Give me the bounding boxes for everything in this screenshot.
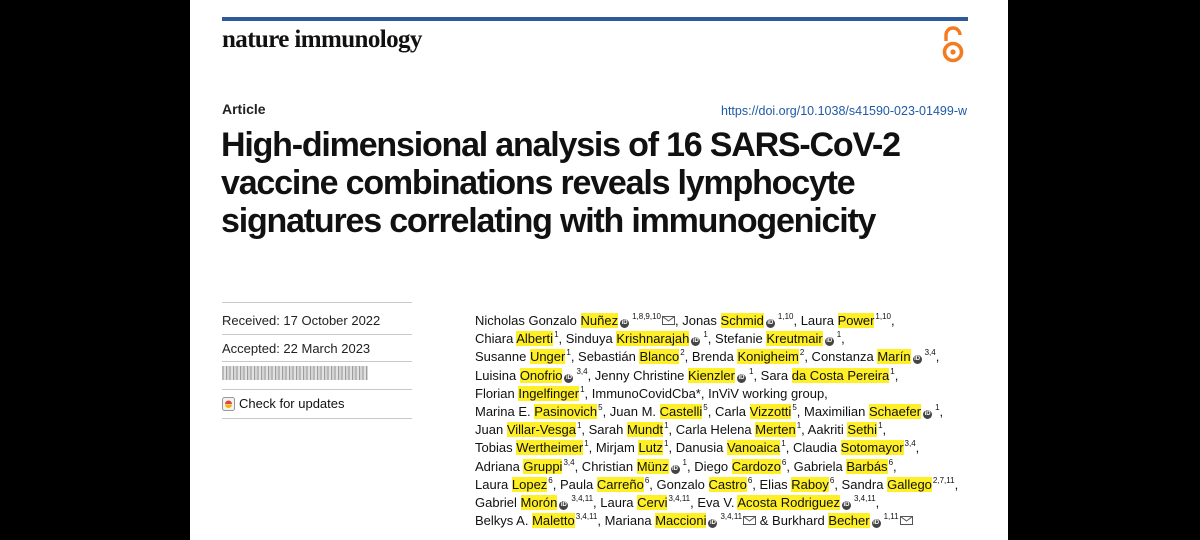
author-line: [475, 472, 1000, 490]
affiliation-superscript: 3,4,11: [575, 512, 598, 522]
author-text: , Stefanie: [707, 331, 767, 347]
author-text: , Claudia: [785, 440, 841, 456]
author-surname[interactable]: Castelli: [659, 403, 703, 419]
author-surname[interactable]: Marín: [877, 349, 911, 365]
orcid-icon[interactable]: iD: [621, 320, 628, 326]
author-text: Juan: [475, 422, 507, 438]
author-surname[interactable]: Krishnarajah: [616, 331, 690, 347]
author-surname[interactable]: Wertheimer: [516, 440, 584, 456]
author-text: Adriana: [475, 458, 524, 474]
title-line: signatures correlating with immunogenicity: [221, 202, 876, 240]
affiliation-superscript: 1: [748, 366, 754, 376]
author-text: , Sinduya: [558, 331, 617, 347]
author-text: , Danusia: [668, 440, 728, 456]
author-surname[interactable]: Villar-Vesga: [506, 422, 576, 438]
author-surname[interactable]: da Costa Pereira: [791, 367, 890, 383]
author-text: ,: [875, 494, 880, 510]
check-for-updates-icon: [222, 397, 235, 411]
author-line: [475, 344, 1000, 365]
affiliation-superscript: 1,10: [875, 312, 891, 321]
author-text: Gabriel: [475, 494, 521, 510]
affiliation-superscript: 1: [580, 384, 585, 394]
author-surname[interactable]: Morón: [520, 494, 558, 510]
author-text: , Mirjam: [588, 440, 639, 456]
author-surname[interactable]: Mundt: [626, 422, 664, 438]
author-text: Florian: [475, 385, 519, 401]
author-surname[interactable]: Münz: [636, 458, 669, 474]
orcid-icon[interactable]: iD: [709, 520, 716, 527]
affiliation-superscript: 1: [703, 330, 708, 340]
orcid-icon[interactable]: iD: [843, 501, 850, 508]
author-surname[interactable]: Carreño: [596, 476, 644, 492]
affiliation-superscript: 5: [598, 402, 603, 412]
author-surname[interactable]: Kreutmair: [766, 331, 823, 347]
author-text: , Constanza: [804, 349, 878, 365]
affiliation-superscript: 5: [792, 402, 797, 412]
affiliation-superscript: 3,4,11: [571, 493, 594, 503]
redacted-text: [222, 366, 368, 380]
affiliation-superscript: 1: [935, 402, 940, 412]
doi-link[interactable]: https://doi.org/10.1038/s41590-023-01499-w: [721, 104, 968, 118]
author-text: Luisina: [475, 367, 520, 383]
author-text: , Mariana: [597, 513, 656, 529]
author-surname[interactable]: Ingelfinger: [518, 385, 580, 401]
author-text: , Sarah: [581, 422, 627, 438]
author-line: [475, 381, 1000, 399]
author-surname[interactable]: Maccioni: [655, 513, 707, 529]
author-surname[interactable]: Sethi: [847, 422, 878, 438]
orcid-icon[interactable]: iD: [767, 320, 774, 326]
author-text: ,: [891, 313, 895, 328]
affiliation-superscript: 1: [781, 439, 786, 449]
author-text: , Sara: [753, 367, 792, 383]
author-surname[interactable]: Barbás: [846, 458, 888, 474]
affiliation-superscript: 1: [554, 330, 559, 340]
author-text: ,: [954, 476, 959, 492]
author-text: , Gabriela: [786, 458, 847, 474]
author-surname[interactable]: Konigheim: [737, 349, 799, 365]
received-date: Received: 17 October 2022: [222, 313, 381, 328]
author-surname[interactable]: Alberti: [516, 331, 554, 347]
author-text: , Gonzalo: [649, 476, 709, 492]
author-surname[interactable]: Schaefer: [869, 403, 922, 419]
affiliation-superscript: 1: [836, 330, 842, 340]
affiliation-superscript: 6: [644, 475, 650, 485]
affiliation-superscript: 1,8,9,10: [632, 312, 661, 321]
author-text: ,: [939, 403, 944, 419]
author-line: [475, 454, 1000, 472]
title-line: High-dimensional analysis of 16 SARS-CoV-2: [221, 126, 900, 164]
author-line: [475, 399, 1000, 417]
orcid-icon[interactable]: iD: [738, 374, 745, 381]
author-line: [475, 363, 1000, 381]
author-surname[interactable]: Acosta Rodriguez: [737, 494, 840, 510]
affiliation-superscript: 1,11: [883, 512, 899, 522]
author-text: , Laura: [593, 494, 638, 510]
author-text: , Diego: [686, 458, 732, 474]
affiliation-superscript: 3,4,11: [854, 493, 876, 503]
author-surname[interactable]: Cardozo: [731, 458, 781, 474]
orcid-icon[interactable]: iD: [826, 338, 833, 345]
author-text: Nicholas Gonzalo: [475, 313, 581, 328]
affiliation-superscript: 3,4,11: [668, 493, 691, 503]
author-surname[interactable]: Becher: [828, 513, 870, 529]
orcid-icon[interactable]: iD: [873, 520, 880, 527]
affiliation-superscript: 6: [747, 475, 753, 485]
author-surname[interactable]: Lutz: [638, 440, 664, 456]
author-text: , Eva V.: [690, 494, 738, 510]
orcid-icon[interactable]: iD: [692, 338, 699, 345]
check-for-updates-label: Check for updates: [239, 396, 345, 411]
divider: [222, 302, 412, 303]
affiliation-superscript: 2: [799, 348, 805, 358]
affiliation-superscript: 2: [680, 348, 685, 358]
author-text: , Christian: [574, 458, 637, 474]
affiliation-superscript: 1: [796, 421, 802, 431]
author-text: , Carla: [707, 403, 750, 419]
affiliation-superscript: 1: [584, 439, 589, 449]
journal-accent-bar: [222, 17, 968, 21]
affiliation-superscript: 3,4: [904, 439, 916, 449]
mail-icon[interactable]: [743, 516, 756, 525]
author-line: [475, 435, 1000, 456]
affiliation-superscript: 2,7,11: [932, 475, 955, 485]
author-text: , Aakriti: [801, 422, 848, 438]
author-text: Tobias: [475, 440, 517, 456]
author-surname[interactable]: Maletto: [532, 513, 575, 529]
author-surname[interactable]: Blanco: [639, 349, 680, 365]
author-surname[interactable]: Cervi: [637, 494, 668, 510]
author-surname[interactable]: Sotomayor: [840, 440, 904, 456]
affiliation-superscript: 6: [548, 475, 553, 485]
mail-icon[interactable]: [662, 316, 675, 325]
affiliation-superscript: 6: [781, 457, 787, 467]
orcid-icon[interactable]: iD: [672, 465, 679, 472]
journal-name[interactable]: nature immunology: [222, 26, 422, 53]
author-text: , Sandra: [834, 476, 888, 492]
author-text: ,: [841, 331, 845, 347]
author-text: ,: [893, 458, 897, 474]
affiliation-superscript: 1: [566, 348, 571, 358]
author-text: Chiara: [475, 331, 517, 347]
affiliation-superscript: 1: [664, 421, 669, 431]
author-surname[interactable]: Lopez: [511, 476, 548, 492]
accepted-date: Accepted: 22 March 2023: [222, 341, 371, 356]
article-title: [221, 126, 981, 240]
affiliation-superscript: 3,4,11: [720, 512, 743, 522]
affiliation-superscript: 5: [703, 402, 708, 412]
divider: [222, 361, 412, 362]
affiliation-superscript: 3,4: [576, 366, 588, 376]
orcid-icon[interactable]: iD: [560, 501, 567, 508]
author-text: , Jonas: [675, 313, 721, 328]
author-surname[interactable]: Raboy: [791, 476, 829, 492]
author-surname[interactable]: Castro: [708, 476, 747, 492]
affiliation-superscript: 1,10: [777, 312, 794, 321]
author-surname[interactable]: Unger: [529, 349, 566, 365]
author-text: , Laura: [793, 313, 838, 328]
author-surname[interactable]: Vanoaica: [727, 440, 781, 456]
divider: [222, 334, 412, 335]
author-surname[interactable]: Gruppi: [523, 458, 563, 474]
article-page: [190, 0, 1008, 540]
author-surname[interactable]: Kienzler: [688, 367, 735, 383]
author-line: [475, 308, 1000, 326]
author-surname[interactable]: Merten: [755, 422, 796, 438]
author-text: Belkys A.: [475, 513, 533, 529]
author-text: , Juan M.: [602, 403, 660, 419]
author-surname[interactable]: Nuñez: [580, 313, 619, 328]
divider: [222, 418, 412, 419]
author-text: & Burkhard: [756, 513, 829, 529]
author-text: ,: [935, 349, 940, 365]
author-surname[interactable]: Vizzotti: [749, 403, 792, 419]
open-access-icon: [941, 25, 965, 65]
author-text: , Carla Helena: [668, 422, 756, 438]
article-type: Article: [222, 101, 266, 117]
author-surname[interactable]: Gallego: [887, 476, 932, 492]
author-surname[interactable]: Schmid: [720, 313, 764, 328]
check-for-updates-button[interactable]: [222, 396, 345, 411]
affiliation-superscript: 6: [888, 457, 894, 467]
affiliation-superscript: 1: [878, 421, 883, 431]
affiliation-superscript: 6: [829, 475, 835, 485]
author-text: Susanne: [475, 349, 530, 365]
author-text: , Jenny Christine: [587, 367, 689, 383]
author-text: ,: [882, 422, 887, 438]
author-line: [475, 490, 1000, 508]
author-list: [475, 308, 1000, 529]
author-text: , Brenda: [684, 349, 738, 365]
author-text: , ImmunoCovidCba*, InViV working group,: [584, 385, 828, 401]
affiliation-superscript: 1: [890, 366, 895, 376]
affiliation-superscript: 3,4: [563, 457, 575, 467]
affiliation-superscript: 1: [682, 457, 687, 467]
author-line: [475, 326, 1000, 347]
author-text: , Paula: [552, 476, 597, 492]
author-surname[interactable]: Onofrio: [519, 367, 563, 383]
orcid-icon[interactable]: iD: [914, 356, 921, 363]
author-text: , Sebastián: [570, 349, 640, 365]
divider: [222, 389, 412, 390]
author-text: , Maximilian: [796, 403, 870, 419]
author-text: Marina E.: [475, 403, 535, 419]
affiliation-superscript: 3,4: [924, 348, 936, 358]
author-surname[interactable]: Power: [837, 313, 875, 328]
mail-icon[interactable]: [900, 516, 913, 525]
title-line: vaccine combinations reveals lymphocyte: [221, 164, 855, 202]
author-text: ,: [894, 367, 899, 383]
author-line: [475, 417, 1000, 438]
author-text: , Elias: [752, 476, 792, 492]
author-line: [475, 508, 1000, 529]
affiliation-superscript: 1: [664, 439, 669, 449]
orcid-icon[interactable]: iD: [565, 374, 572, 381]
orcid-icon[interactable]: iD: [924, 410, 931, 417]
author-text: ,: [915, 440, 920, 456]
affiliation-superscript: 1: [576, 421, 582, 431]
author-text: Laura: [475, 476, 512, 492]
author-surname[interactable]: Pasinovich: [534, 403, 598, 419]
